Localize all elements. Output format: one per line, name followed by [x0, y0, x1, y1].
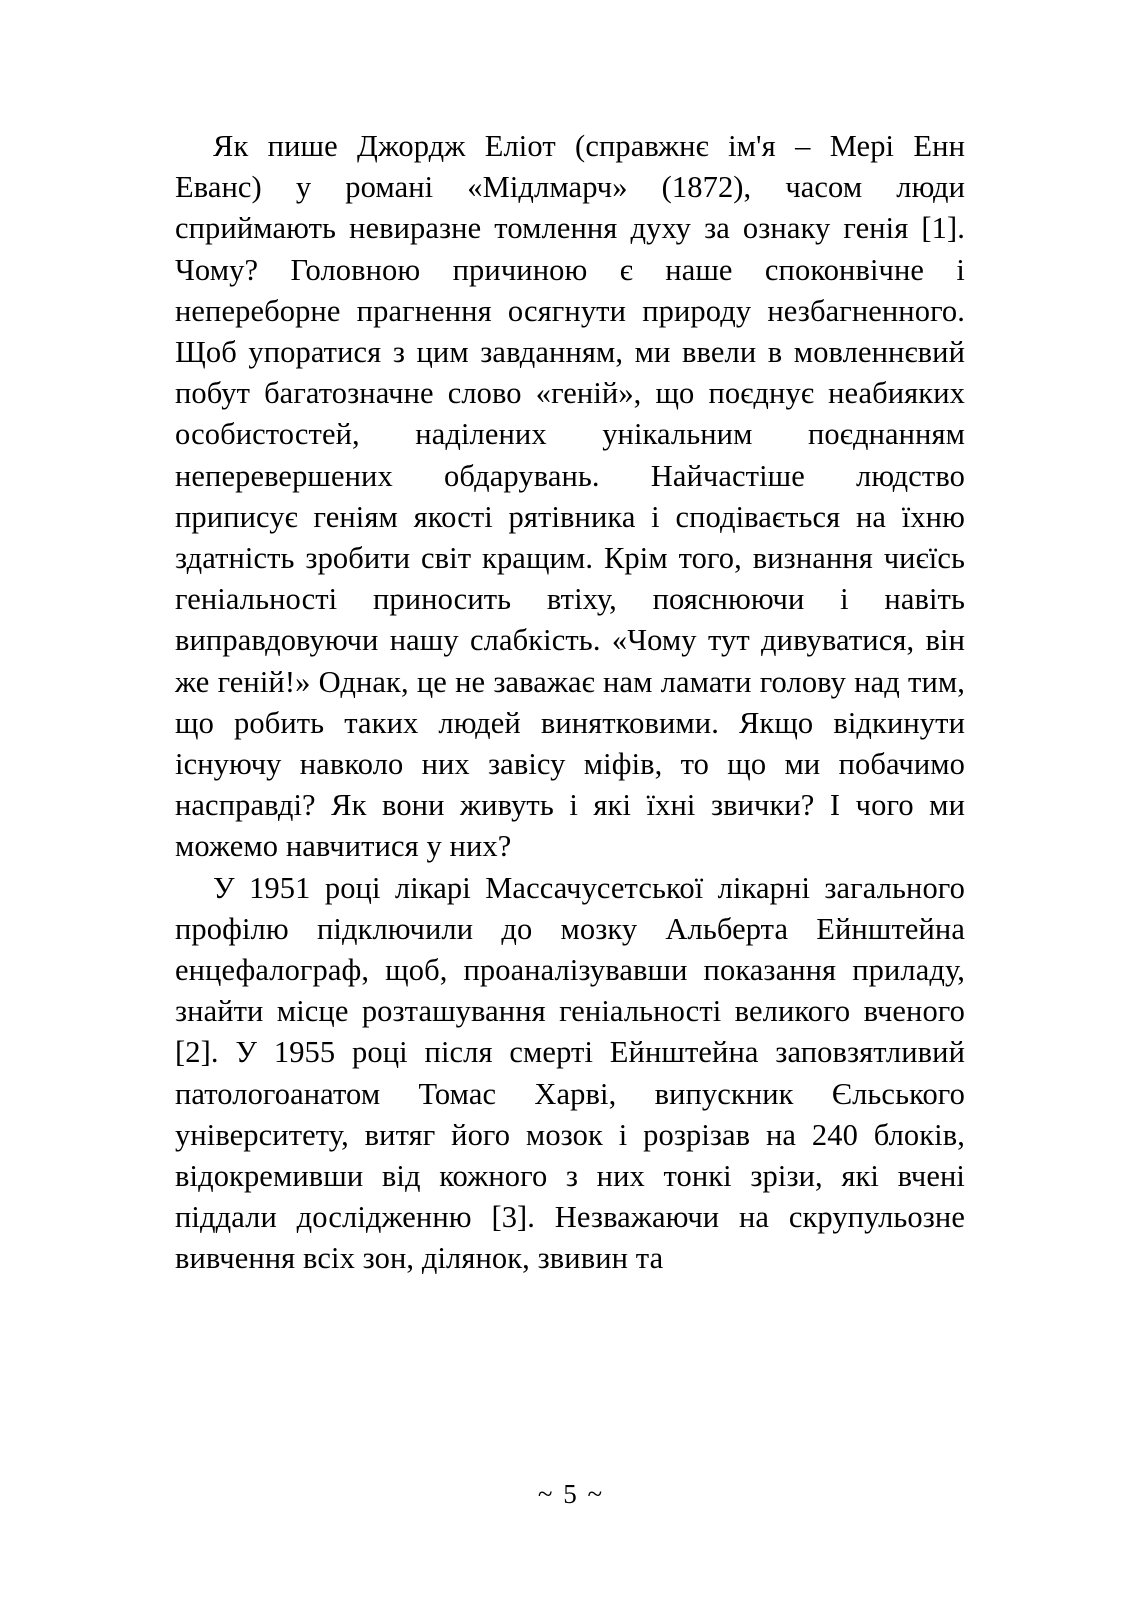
- body-paragraph-1: Як пише Джордж Еліот (справжнє ім'я – Мері Енн Еванс) у романі «Мідлмарч» (1872), часом люди сприймають невиразне томлення духу за ознаку генія [1]. Чому? Головною причиною є наше споконвічне і непереборне прагнення осягнути природу незбагненного. Щоб упоратися з цим завданням, ми ввели в мовленнєвий побут багатозначне слово «геній», що поєднує неабияких особистостей, наділених унікальним поєднанням неперевершених обдарувань. Найчастіше людство приписує геніям якості рятівника і сподівається на їхню здатність зробити світ кращим. Крім того, визнання чиєїсь геніальності приносить втіху, пояснюючи і навіть виправдовуючи нашу слабкість. «Чому тут дивуватися, він же геній!» Однак, це не заважає нам ламати голову над тим, що робить таких людей винятковими. Якщо відкинути існуючу навколо них завісу міфів, то що ми побачимо насправді? Як вони живуть і які їхні звички? І чого ми можемо навчитися у них?: [175, 129, 965, 864]
- page-number-footer: ~ 5 ~: [537, 1479, 605, 1509]
- body-paragraph-2: У 1951 році лікарі Массачусетської лікарні загального профілю підключили до мозку Альберта Ейнштейна енцефалограф, щоб, проаналізувавши показання приладу, знайти місце розташування геніальності великого вченого [2]. У 1955 році після смерті Ейнштейна заповзятливий патологоанатом Томас Харві, випускник Єльського університету, витяг його мозок і розрізав на 240 блоків, відокремивши від кожного з них тонкі зрізи, які вчені піддали дослідженню [3]. Незважаючи на скрупульозне вивчення всіх зон, ділянок, звивин та: [175, 870, 965, 1276]
- page-text-block: [175, 126, 965, 1280]
